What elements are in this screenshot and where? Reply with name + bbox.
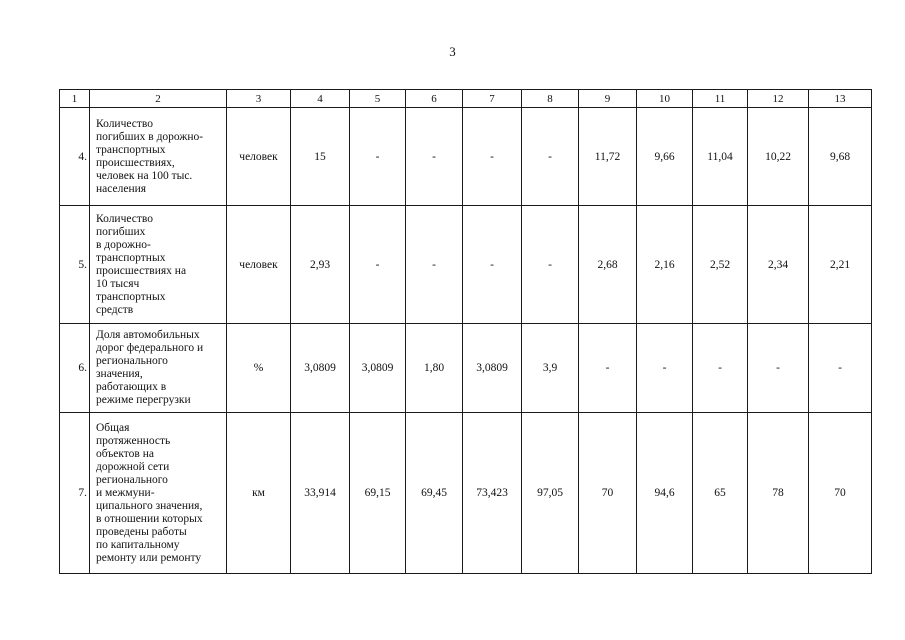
value-cell: - [350,108,406,206]
header-row [60,90,872,108]
value-cell: 1,80 [406,324,463,413]
value-cell: 33,914 [291,413,350,574]
indicator-description: Общая протяженность объектов на дорожной сети регионального и межмуни- ципального значения, в отношении которых проведены работы по капитальному ремонту или ремонту [90,413,227,574]
header-cell: 11 [693,90,748,108]
value-cell: 2,21 [809,206,872,324]
header-cell: 13 [809,90,872,108]
value-cell: 3,0809 [463,324,522,413]
unit-cell: человек [227,108,291,206]
value-cell: 73,423 [463,413,522,574]
value-cell: 11,72 [579,108,637,206]
indicator-description: Доля автомобильных дорог федерального и регионального значения, работающих в режиме перегрузки [90,324,227,413]
value-cell: 9,66 [637,108,693,206]
page-number: 3 [449,44,456,59]
value-cell: - [406,206,463,324]
value-cell: 69,45 [406,413,463,574]
value-cell: - [693,324,748,413]
row-number: 4. [60,108,90,206]
header-cell: 9 [579,90,637,108]
value-cell: - [463,206,522,324]
value-cell: - [748,324,809,413]
table-row [60,108,872,206]
value-cell: 2,16 [637,206,693,324]
table-row [60,413,872,574]
value-cell: 65 [693,413,748,574]
value-cell: 10,22 [748,108,809,206]
value-cell: 15 [291,108,350,206]
value-cell: 3,0809 [291,324,350,413]
value-cell: - [406,108,463,206]
header-cell: 8 [522,90,579,108]
row-number: 6. [60,324,90,413]
unit-cell: человек [227,206,291,324]
value-cell: 3,0809 [350,324,406,413]
value-cell: 78 [748,413,809,574]
indicator-description: Количество погибших в дорожно- транспортных происшествиях, человек на 100 тыс. населения [90,108,227,206]
row-number: 5. [60,206,90,324]
unit-cell: % [227,324,291,413]
value-cell: 70 [809,413,872,574]
value-cell: 11,04 [693,108,748,206]
value-cell: 70 [579,413,637,574]
indicators-table [59,89,872,574]
value-cell: 3,9 [522,324,579,413]
indicator-description: Количество погибших в дорожно- транспортных происшествиях на 10 тысяч транспортных средств [90,206,227,324]
header-cell: 7 [463,90,522,108]
value-cell: 69,15 [350,413,406,574]
header-cell: 10 [637,90,693,108]
header-cell: 6 [406,90,463,108]
header-cell: 3 [227,90,291,108]
value-cell: 2,68 [579,206,637,324]
value-cell: - [463,108,522,206]
value-cell: 94,6 [637,413,693,574]
value-cell: - [637,324,693,413]
header-cell: 12 [748,90,809,108]
value-cell: - [350,206,406,324]
header-cell: 5 [350,90,406,108]
header-cell: 1 [60,90,90,108]
value-cell: 2,34 [748,206,809,324]
table-row [60,324,872,413]
value-cell: 2,93 [291,206,350,324]
value-cell: - [809,324,872,413]
value-cell: - [522,108,579,206]
value-cell: - [579,324,637,413]
value-cell: - [522,206,579,324]
value-cell: 9,68 [809,108,872,206]
header-cell: 4 [291,90,350,108]
row-number: 7. [60,413,90,574]
table-row [60,206,872,324]
value-cell: 2,52 [693,206,748,324]
value-cell: 97,05 [522,413,579,574]
header-cell: 2 [90,90,227,108]
unit-cell: км [227,413,291,574]
